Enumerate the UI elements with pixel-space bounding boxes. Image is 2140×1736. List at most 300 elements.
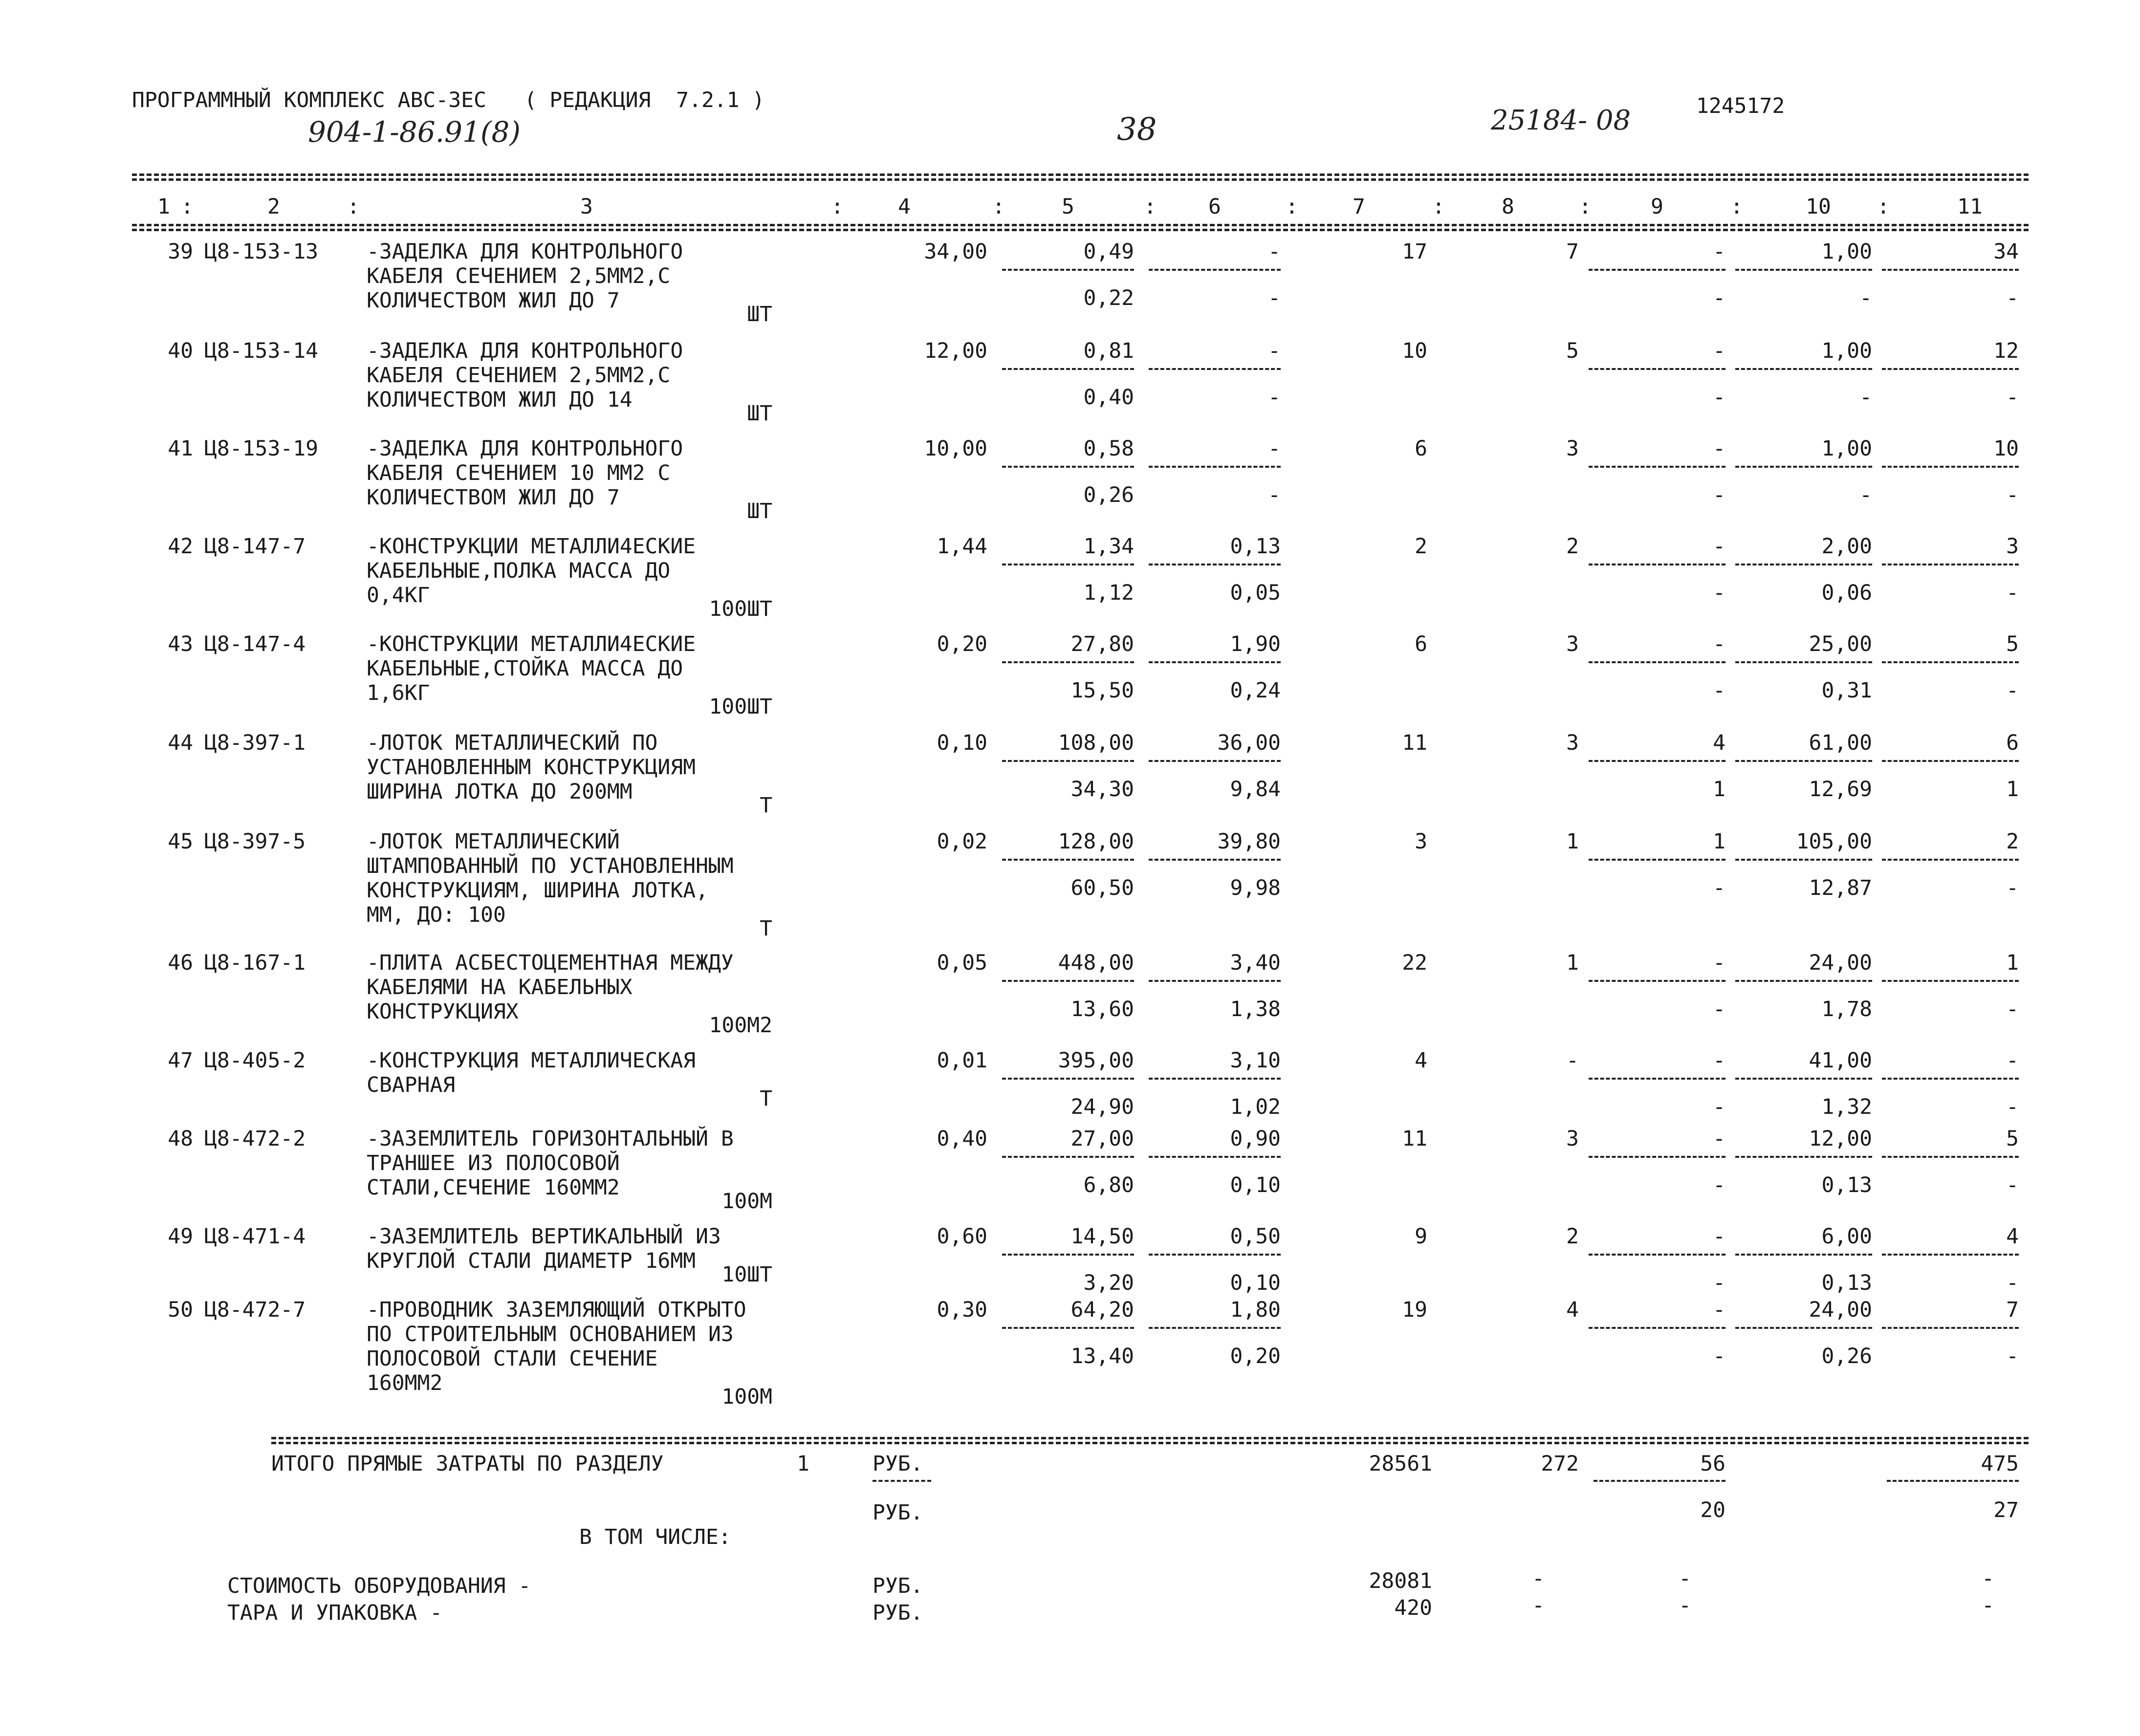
row-col10-total: 1,00 [1821, 239, 1872, 264]
row-col7: 6 [1415, 632, 1427, 656]
cell-rule [1735, 1156, 1872, 1158]
row-col6-wages: 9,84 [1230, 777, 1281, 802]
row-code: Ц8-397-1 [204, 731, 306, 755]
row-description-line: -ЗАЗЕМЛИТЕЛЬ ГОРИЗОНТАЛЬНЫЙ В [367, 1127, 734, 1151]
row-col5-total: 448,00 [1058, 951, 1134, 975]
row-col6-total: - [1268, 339, 1281, 363]
row-description-line: -ЛОТОК МЕТАЛЛИЧЕСКИЙ [367, 829, 620, 854]
row-description-line: КОНСТРУКЦИЯХ [367, 999, 519, 1024]
packaging-label: ТАРА И УПАКОВКА - [227, 1601, 443, 1625]
row-description-line: КАБЕЛЯ СЕЧЕНИЕМ 10 ММ2 С [367, 461, 671, 485]
row-unit: 100ШТ [709, 597, 772, 621]
row-col6-wages: 0,20 [1230, 1344, 1281, 1368]
row-col10-wages: - [1859, 385, 1872, 410]
column-separator: : [1730, 195, 1743, 219]
row-col8: 1 [1566, 951, 1579, 975]
cell-rule [1002, 661, 1134, 663]
row-col8: 3 [1566, 436, 1579, 461]
cell-rule [1149, 859, 1281, 861]
totals-col9-rule [1594, 1480, 1725, 1482]
row-col9-wages: - [1713, 1095, 1725, 1119]
totals-currency: РУБ. [873, 1452, 923, 1476]
row-description-line: ШИРИНА ЛОТКА ДО 200ММ [367, 780, 633, 804]
row-col5-total: 128,00 [1058, 829, 1134, 854]
cell-rule [1735, 1254, 1872, 1256]
row-col5-wages: 0,26 [1083, 483, 1134, 507]
cell-rule [1589, 1327, 1725, 1329]
column-separator: : [1579, 195, 1592, 219]
cell-rule [1882, 1327, 2019, 1329]
row-unit: ШТ [747, 401, 772, 426]
row-code: Ц8-153-14 [204, 339, 318, 363]
row-code: Ц8-167-1 [204, 951, 306, 975]
row-col6-total: 0,13 [1230, 534, 1281, 559]
header-rule-top [132, 174, 2029, 176]
row-col10-total: 1,00 [1821, 436, 1872, 461]
row-code: Ц8-405-2 [204, 1048, 306, 1073]
row-col9-wages: - [1713, 1271, 1725, 1295]
cell-rule [1002, 1078, 1134, 1080]
row-number: 42 [168, 534, 193, 559]
row-col11-total: 7 [2006, 1298, 2019, 1322]
row-col11-total: 2 [2006, 829, 2019, 854]
row-col10-total: 24,00 [1809, 951, 1872, 975]
row-col10-wages: 1,78 [1821, 997, 1872, 1021]
row-code: Ц8-472-2 [204, 1127, 306, 1151]
row-col9-total: - [1713, 1127, 1725, 1151]
cell-rule [1149, 269, 1281, 271]
row-unit: Т [760, 1086, 772, 1111]
row-col6-total: 1,90 [1230, 632, 1281, 656]
totals-col11: 475 [1981, 1452, 2019, 1476]
row-col5-wages: 0,22 [1083, 286, 1134, 310]
cell-rule [1589, 1078, 1725, 1080]
row-col11-total: 5 [2006, 632, 2019, 656]
row-number: 41 [168, 436, 193, 461]
cell-rule [1589, 980, 1725, 982]
cell-rule [1002, 760, 1134, 762]
row-col11-wages: - [2006, 678, 2019, 703]
row-quantity: 0,20 [937, 632, 987, 656]
row-quantity: 10,00 [924, 436, 987, 461]
cell-rule [1735, 368, 1872, 370]
header-rule-bottom [132, 224, 2029, 226]
row-col11-total: 10 [1993, 436, 2019, 461]
packaging-col9: - [1679, 1593, 1691, 1618]
header-rule-top-2 [132, 178, 2029, 181]
equipment-currency: РУБ. [873, 1574, 923, 1598]
row-col9-wages: - [1713, 385, 1725, 410]
row-col6-total: 0,90 [1230, 1127, 1281, 1151]
row-col6-total: - [1268, 436, 1281, 461]
row-col9-total: - [1713, 339, 1725, 363]
row-col5-total: 1,34 [1083, 534, 1134, 559]
row-col11-wages: - [2006, 997, 2019, 1021]
row-quantity: 0,30 [937, 1298, 987, 1322]
row-col6-wages: 0,10 [1230, 1173, 1281, 1197]
row-description-line: -ЛОТОК МЕТАЛЛИЧЕСКИЙ ПО [367, 731, 658, 755]
cell-rule [1589, 564, 1725, 565]
row-col6-wages: 0,10 [1230, 1271, 1281, 1295]
row-col9-total: - [1713, 1048, 1725, 1073]
row-col10-total: 105,00 [1796, 829, 1872, 854]
row-col11-total: 3 [2006, 534, 2019, 559]
row-col7: 17 [1402, 239, 1427, 264]
cell-rule [1882, 760, 2019, 762]
row-code: Ц8-153-13 [204, 239, 318, 264]
row-description-line: СВАРНАЯ [367, 1073, 456, 1097]
row-code: Ц8-397-5 [204, 829, 306, 854]
row-col10-wages: 12,69 [1809, 777, 1872, 802]
row-description-line: КРУГЛОЙ СТАЛИ ДИАМЕТР 16ММ [367, 1249, 696, 1273]
cell-rule [1735, 269, 1872, 271]
row-col10-wages: 0,13 [1821, 1271, 1872, 1295]
cell-rule [1589, 368, 1725, 370]
cell-rule [1735, 564, 1872, 565]
equipment-col11: - [1982, 1566, 1994, 1591]
row-col10-total: 2,00 [1821, 534, 1872, 559]
row-col11-total: 6 [2006, 731, 2019, 755]
column-header-3: 3 [580, 195, 593, 219]
row-col9-wages: - [1713, 1173, 1725, 1197]
row-code: Ц8-147-7 [204, 534, 306, 559]
row-col10-wages: 12,87 [1809, 876, 1872, 900]
row-col5-total: 0,81 [1083, 339, 1134, 363]
row-col11-total: - [2006, 1048, 2019, 1073]
row-description-line: КАБЕЛЯМИ НА КАБЕЛЬНЫХ [367, 975, 633, 999]
row-description-line: КАБЕЛЯ СЕЧЕНИЕМ 2,5ММ2,С [367, 363, 671, 388]
row-col8: 3 [1566, 1127, 1579, 1151]
row-col5-wages: 60,50 [1070, 876, 1134, 900]
row-col10-total: 61,00 [1809, 731, 1872, 755]
row-col9-wages: - [1713, 678, 1725, 703]
row-col10-total: 12,00 [1809, 1127, 1872, 1151]
row-col11-wages: - [2006, 286, 2019, 310]
column-header-9: 9 [1651, 195, 1663, 219]
row-description-line: КОЛИЧЕСТВОМ ЖИЛ ДО 7 [367, 288, 620, 313]
cell-rule [1589, 1156, 1725, 1158]
row-col9-wages: - [1713, 483, 1725, 507]
row-col6-total: - [1268, 239, 1281, 264]
row-description-line: ШТАМПОВАННЫЙ ПО УСТАНОВЛЕННЫМ [367, 854, 734, 878]
row-col7: 22 [1402, 951, 1427, 975]
totals-col9-b: 20 [1700, 1498, 1725, 1522]
row-col10-wages: - [1859, 483, 1872, 507]
column-separator: : [992, 195, 1005, 219]
row-unit: 100М2 [709, 1013, 772, 1038]
cell-rule [1002, 368, 1134, 370]
column-header-4: 4 [898, 195, 911, 219]
row-col5-total: 108,00 [1058, 731, 1134, 755]
row-col9-wages: - [1713, 581, 1725, 605]
totals-col11-b: 27 [1993, 1498, 2019, 1522]
equipment-col7: 28081 [1369, 1569, 1432, 1593]
cell-rule [1882, 1156, 2019, 1158]
cell-rule [1735, 1078, 1872, 1080]
row-col6-wages: 0,24 [1230, 678, 1281, 703]
cell-rule [1002, 859, 1134, 861]
totals-col9: 56 [1700, 1452, 1725, 1476]
row-description-line: -КОНСТРУКЦИЯ МЕТАЛЛИЧЕСКАЯ [367, 1048, 696, 1073]
row-col6-total: 0,50 [1230, 1224, 1281, 1249]
cell-rule [1002, 269, 1134, 271]
row-col5-total: 27,80 [1070, 632, 1134, 656]
row-code: Ц8-471-4 [204, 1224, 306, 1249]
row-col5-wages: 13,60 [1070, 997, 1134, 1021]
row-col9-total: 1 [1713, 829, 1725, 854]
row-quantity: 0,40 [937, 1127, 987, 1151]
row-quantity: 1,44 [937, 534, 987, 559]
totals-currency-2: РУБ. [873, 1500, 923, 1525]
column-header-10: 10 [1806, 195, 1831, 219]
row-col11-wages: - [2006, 483, 2019, 507]
cell-rule [1589, 466, 1725, 468]
row-col10-total: 24,00 [1809, 1298, 1872, 1322]
cell-rule [1882, 1078, 2019, 1080]
cell-rule [1149, 564, 1281, 565]
column-header-7: 7 [1353, 195, 1365, 219]
program-title: ПРОГРАММНЫЙ КОМПЛЕКС АВС-3ЕС ( РЕДАКЦИЯ 7.2.1 ) [132, 88, 765, 112]
row-col11-total: 4 [2006, 1224, 2019, 1249]
row-description-line: КОЛИЧЕСТВОМ ЖИЛ ДО 14 [367, 388, 633, 412]
row-col9-wages: - [1713, 1344, 1725, 1368]
row-col6-total: 3,10 [1230, 1048, 1281, 1073]
row-col5-wages: 15,50 [1070, 678, 1134, 703]
row-description-line: КАБЕЛЬНЫЕ,ПОЛКА МАССА ДО [367, 559, 671, 583]
cell-rule [1882, 661, 2019, 663]
row-col9-total: - [1713, 632, 1725, 656]
row-col10-total: 25,00 [1809, 632, 1872, 656]
row-col8: 3 [1566, 731, 1579, 755]
row-col11-wages: - [2006, 581, 2019, 605]
row-code: Ц8-472-7 [204, 1298, 306, 1322]
row-col5-wages: 1,12 [1083, 581, 1134, 605]
cell-rule [1589, 760, 1725, 762]
packaging-col8: - [1532, 1593, 1545, 1618]
row-col11-wages: 1 [2006, 777, 2019, 802]
column-header-11: 11 [1957, 195, 1983, 219]
row-col11-total: 5 [2006, 1127, 2019, 1151]
row-col5-total: 0,49 [1083, 239, 1134, 264]
row-col5-wages: 0,40 [1083, 385, 1134, 410]
row-unit: 100М [721, 1385, 772, 1409]
cell-rule [1149, 466, 1281, 468]
row-description-line: -КОНСТРУКЦИИ МЕТАЛЛИ4ЕСКИЕ [367, 632, 696, 656]
row-col9-wages: 1 [1713, 777, 1725, 802]
row-col9-total: - [1713, 951, 1725, 975]
cell-rule [1149, 1254, 1281, 1256]
row-col5-total: 0,58 [1083, 436, 1134, 461]
row-col6-wages: 0,05 [1230, 581, 1281, 605]
row-col5-total: 64,20 [1070, 1298, 1134, 1322]
cell-rule [1149, 760, 1281, 762]
row-col11-wages: - [2006, 1344, 2019, 1368]
totals-col11-rule [1887, 1480, 2019, 1482]
row-col6-total: 39,80 [1217, 829, 1281, 854]
row-description-line: -ЗАДЕЛКА ДЛЯ КОНТРОЛЬНОГО [367, 436, 683, 461]
row-description-line: КОНСТРУКЦИЯМ, ШИРИНА ЛОТКА, [367, 878, 708, 903]
column-separator: : [1877, 195, 1890, 219]
totals-col8: 272 [1541, 1452, 1579, 1476]
row-number: 39 [168, 239, 193, 264]
row-col7: 9 [1415, 1224, 1427, 1249]
row-unit: 100ШТ [709, 694, 772, 719]
row-number: 44 [168, 731, 193, 755]
row-description-line: -ЗАДЕЛКА ДЛЯ КОНТРОЛЬНОГО [367, 239, 683, 264]
row-col7: 4 [1415, 1048, 1427, 1073]
cell-rule [1882, 980, 2019, 982]
column-header-2: 2 [267, 195, 280, 219]
row-col7: 11 [1402, 1127, 1427, 1151]
row-number: 45 [168, 829, 193, 854]
cell-rule [1002, 466, 1134, 468]
row-quantity: 0,01 [937, 1048, 987, 1073]
row-description-line: -ЗАДЕЛКА ДЛЯ КОНТРОЛЬНОГО [367, 339, 683, 363]
row-col10-wages: 0,26 [1821, 1344, 1872, 1368]
column-header-8: 8 [1502, 195, 1514, 219]
row-col6-wages: 9,98 [1230, 876, 1281, 900]
row-unit: 10ШТ [721, 1262, 772, 1287]
cell-rule [1589, 859, 1725, 861]
equipment-col8: - [1532, 1566, 1545, 1591]
cell-rule [1002, 564, 1134, 565]
row-col9-wages: - [1713, 286, 1725, 310]
row-col10-wages: 0,06 [1821, 581, 1872, 605]
row-col5-wages: 6,80 [1083, 1173, 1134, 1197]
row-col6-wages: 1,02 [1230, 1095, 1281, 1119]
cell-rule [1882, 1254, 2019, 1256]
row-quantity: 0,60 [937, 1224, 987, 1249]
row-number: 40 [168, 339, 193, 363]
row-number: 46 [168, 951, 193, 975]
row-col8: 2 [1566, 534, 1579, 559]
row-col9-total: - [1713, 534, 1725, 559]
row-code: Ц8-153-19 [204, 436, 318, 461]
row-col7: 10 [1402, 339, 1427, 363]
row-col9-wages: - [1713, 997, 1725, 1021]
row-unit: ШТ [747, 499, 772, 523]
row-col11-wages: - [2006, 1271, 2019, 1295]
cell-rule [1882, 564, 2019, 565]
header-rule-bottom-2 [132, 229, 2029, 231]
row-col8: 2 [1566, 1224, 1579, 1249]
totals-col7: 28561 [1369, 1452, 1432, 1476]
packaging-col7: 420 [1394, 1596, 1432, 1620]
cell-rule [1735, 1327, 1872, 1329]
row-col6-wages: - [1268, 286, 1281, 310]
page-number: 38 [1117, 111, 1157, 148]
column-header-6: 6 [1208, 195, 1221, 219]
row-quantity: 34,00 [924, 239, 987, 264]
row-description-line: -ЗАЗЕМЛИТЕЛЬ ВЕРТИКАЛЬНЫЙ ИЗ [367, 1224, 721, 1249]
row-description-line: ММ, ДО: 100 [367, 903, 506, 927]
row-description-line: ПО СТРОИТЕЛЬНЫМ ОСНОВАНИЕМ ИЗ [367, 1322, 734, 1346]
row-col7: 3 [1415, 829, 1427, 854]
row-description-line: СТАЛИ,СЕЧЕНИЕ 160ММ2 [367, 1175, 620, 1200]
cell-rule [1002, 1156, 1134, 1158]
totals-rule [271, 1437, 2029, 1439]
row-unit: 100М [721, 1189, 772, 1214]
cell-rule [1589, 1254, 1725, 1256]
row-quantity: 0,10 [937, 731, 987, 755]
row-col9-total: - [1713, 239, 1725, 264]
row-number: 47 [168, 1048, 193, 1073]
totals-label: ИТОГО ПРЯМЫЕ ЗАТРАТЫ ПО РАЗДЕЛУ [271, 1452, 664, 1476]
row-description-line: 160ММ2 [367, 1371, 443, 1395]
cell-rule [1882, 269, 2019, 271]
cell-rule [1882, 466, 2019, 468]
cell-rule [1735, 466, 1872, 468]
row-col8: 7 [1566, 239, 1579, 264]
row-unit: Т [760, 793, 772, 818]
row-col10-total: 1,00 [1821, 339, 1872, 363]
row-col6-total: 1,80 [1230, 1298, 1281, 1322]
row-col6-wages: - [1268, 483, 1281, 507]
row-col9-total: - [1713, 1224, 1725, 1249]
equipment-label: СТОИМОСТЬ ОБОРУДОВАНИЯ - [227, 1574, 531, 1598]
row-description-line: УСТАНОВЛЕННЫМ КОНСТРУКЦИЯМ [367, 755, 696, 780]
row-col9-wages: - [1713, 876, 1725, 900]
column-separator: : [831, 195, 844, 219]
cell-rule [1149, 1327, 1281, 1329]
row-col5-wages: 3,20 [1083, 1271, 1134, 1295]
cell-rule [1735, 661, 1872, 663]
row-col11-total: 12 [1993, 339, 2019, 363]
row-col7: 6 [1415, 436, 1427, 461]
row-code: Ц8-147-4 [204, 632, 306, 656]
cell-rule [1002, 980, 1134, 982]
totals-rule-2 [271, 1442, 2029, 1444]
row-quantity: 12,00 [924, 339, 987, 363]
row-col5-total: 395,00 [1058, 1048, 1134, 1073]
column-header-1: 1 [157, 195, 170, 219]
cell-rule [1002, 1254, 1134, 1256]
cell-rule [1589, 661, 1725, 663]
row-unit: Т [760, 916, 772, 941]
row-col6-wages: - [1268, 385, 1281, 410]
cell-rule [1149, 368, 1281, 370]
row-col11-total: 34 [1993, 239, 2019, 264]
row-quantity: 0,05 [937, 951, 987, 975]
cell-rule [1149, 980, 1281, 982]
row-col8: 3 [1566, 632, 1579, 656]
row-col5-wages: 24,90 [1070, 1095, 1134, 1119]
column-separator: : [347, 195, 360, 219]
row-unit: ШТ [747, 302, 772, 326]
row-col5-wages: 34,30 [1070, 777, 1134, 802]
row-col10-wages: 0,31 [1821, 678, 1872, 703]
cell-rule [1149, 1156, 1281, 1158]
row-description-line: -КОНСТРУКЦИИ МЕТАЛЛИ4ЕСКИЕ [367, 534, 696, 559]
row-description-line: 0,4КГ [367, 583, 430, 608]
row-number: 43 [168, 632, 193, 656]
row-col9-total: - [1713, 436, 1725, 461]
row-description-line: КАБЕЛЬНЫЕ,СТОЙКА МАССА ДО [367, 656, 683, 681]
row-col6-total: 36,00 [1217, 731, 1281, 755]
packaging-col11: - [1982, 1593, 1994, 1618]
row-col8: - [1566, 1048, 1579, 1073]
column-separator: : [1144, 195, 1157, 219]
cell-rule [1002, 1327, 1134, 1329]
packaging-currency: РУБ. [873, 1601, 923, 1625]
cell-rule [1735, 980, 1872, 982]
row-description-line: 1,6КГ [367, 681, 430, 705]
cell-rule [1882, 859, 2019, 861]
row-number: 49 [168, 1224, 193, 1249]
row-col10-total: 6,00 [1821, 1224, 1872, 1249]
row-description-line: ТРАНШЕЕ ИЗ ПОЛОСОВОЙ [367, 1151, 620, 1175]
handwritten-code: 25184- 08 [1491, 105, 1631, 136]
